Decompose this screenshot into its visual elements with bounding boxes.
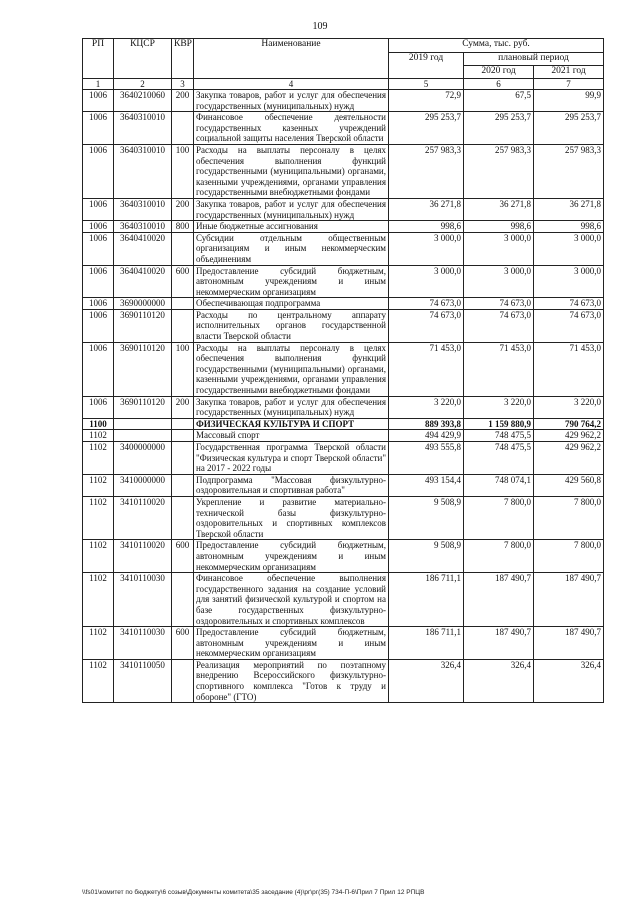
cell-kcsr: 3690110120 <box>114 396 172 418</box>
cell-2019: 493 154,4 <box>389 474 464 496</box>
cell-2021: 99,9 <box>534 90 604 112</box>
cell-2021: 3 000,0 <box>534 265 604 298</box>
cell-2019: 3 220,0 <box>389 396 464 418</box>
cell-name: Расходы на выплаты персоналу в целях обеспечения выполнения функций государственными (муниципальными) органами, казенными учреждениями, органами управления государственными внебюджетными фондами <box>194 144 389 198</box>
cell-2021: 71 453,0 <box>534 342 604 396</box>
cell-kcsr: 3640410020 <box>114 265 172 298</box>
cell-2020: 71 453,0 <box>464 342 534 396</box>
cell-rp: 1102 <box>83 496 114 539</box>
cell-2021: 326,4 <box>534 659 604 702</box>
cell-2019: 9 508,9 <box>389 496 464 539</box>
cell-kcsr: 3410110020 <box>114 540 172 573</box>
cell-kcsr: 3640410020 <box>114 232 172 265</box>
cell-kvr: 200 <box>172 198 194 220</box>
cell-2021: 790 764,2 <box>534 418 604 430</box>
cell-2019: 36 271,8 <box>389 198 464 220</box>
table-row <box>83 90 604 112</box>
cell-2021: 187 490,7 <box>534 627 604 660</box>
cell-rp: 1006 <box>83 232 114 265</box>
table-row <box>83 144 604 198</box>
cell-name: Предоставление субсидий бюджетным, автономным учреждениям и иным некоммерческим организациям <box>194 265 389 298</box>
cell-name: Государственная программа Тверской области "Физическая культура и спорт Тверской области" на 2017 - 2022 годы <box>194 442 389 475</box>
page-number: 109 <box>312 21 328 32</box>
cell-2019: 186 711,1 <box>389 627 464 660</box>
cell-kcsr: 3410110050 <box>114 659 172 702</box>
cell-rp: 1006 <box>83 198 114 220</box>
cell-rp: 1102 <box>83 573 114 627</box>
header-rp: РП <box>83 39 114 79</box>
cell-rp: 1006 <box>83 298 114 310</box>
cell-rp: 1102 <box>83 627 114 660</box>
cell-name: Расходы по центральному аппарату исполнительных органов государственной власти Тверской области <box>194 309 389 342</box>
cell-name: Укрепление и развитие материально-технической базы физкультурно-оздоровительных и спортивных комплексов Тверской области <box>194 496 389 539</box>
cell-kcsr: 3690000000 <box>114 298 172 310</box>
cell-kcsr: 3410110030 <box>114 627 172 660</box>
budget-table <box>82 38 604 703</box>
cell-2021: 257 983,3 <box>534 144 604 198</box>
cell-kvr <box>172 112 194 145</box>
cell-2020: 67,5 <box>464 90 534 112</box>
cell-rp: 1006 <box>83 265 114 298</box>
header-sum: Сумма, тыс. руб. <box>389 39 604 53</box>
cell-2021: 429 560,8 <box>534 474 604 496</box>
cell-rp: 1006 <box>83 342 114 396</box>
index-cell: 1 <box>83 79 114 90</box>
cell-rp: 1006 <box>83 144 114 198</box>
cell-rp: 1102 <box>83 540 114 573</box>
cell-2019: 72,9 <box>389 90 464 112</box>
cell-2019: 998,6 <box>389 221 464 233</box>
cell-rp: 1006 <box>83 309 114 342</box>
cell-2019: 257 983,3 <box>389 144 464 198</box>
cell-kvr <box>172 474 194 496</box>
column-index-row <box>83 79 604 90</box>
cell-kvr <box>172 573 194 627</box>
cell-name: Закупка товаров, работ и услуг для обеспечения государственных (муниципальных) нужд <box>194 198 389 220</box>
cell-rp: 1006 <box>83 112 114 145</box>
header-name: Наименование <box>194 39 389 79</box>
cell-2020: 3 000,0 <box>464 265 534 298</box>
table-row <box>83 496 604 539</box>
cell-rp: 1102 <box>83 474 114 496</box>
cell-kcsr: 3640310010 <box>114 221 172 233</box>
cell-2019: 3 000,0 <box>389 232 464 265</box>
cell-2020: 326,4 <box>464 659 534 702</box>
cell-kvr: 600 <box>172 265 194 298</box>
cell-2020: 36 271,8 <box>464 198 534 220</box>
table-row <box>83 342 604 396</box>
cell-2020: 74 673,0 <box>464 298 534 310</box>
cell-2021: 74 673,0 <box>534 309 604 342</box>
cell-2021: 36 271,8 <box>534 198 604 220</box>
cell-kcsr: 3410110030 <box>114 573 172 627</box>
cell-name: Иные бюджетные ассигнования <box>194 221 389 233</box>
table-row <box>83 232 604 265</box>
table-row <box>83 221 604 233</box>
index-cell: 4 <box>194 79 389 90</box>
cell-kcsr: 3690110120 <box>114 309 172 342</box>
cell-2020: 998,6 <box>464 221 534 233</box>
table-row <box>83 659 604 702</box>
cell-name: Финансовое обеспечение выполнения государственного задания на создание условий для занятий физической культурой и спортом на базе государственных физкультурно-оздоровительных и спортивных комплексов <box>194 573 389 627</box>
index-cell: 6 <box>464 79 534 90</box>
cell-kvr: 200 <box>172 396 194 418</box>
cell-name: Субсидии отдельным общественным организациям и иным некоммерческим объединениям <box>194 232 389 265</box>
cell-kcsr: 3400000000 <box>114 442 172 475</box>
cell-rp: 1102 <box>83 659 114 702</box>
cell-2019: 494 429,9 <box>389 430 464 442</box>
cell-name: Подпрограмма "Массовая физкультурно-оздоровительная и спортивная работа" <box>194 474 389 496</box>
cell-2020: 7 800,0 <box>464 496 534 539</box>
cell-2021: 7 800,0 <box>534 496 604 539</box>
cell-kvr: 200 <box>172 90 194 112</box>
cell-kvr <box>172 298 194 310</box>
cell-kvr <box>172 659 194 702</box>
cell-rp: 1102 <box>83 430 114 442</box>
cell-2021: 295 253,7 <box>534 112 604 145</box>
cell-kvr: 100 <box>172 144 194 198</box>
table-row <box>83 198 604 220</box>
cell-2020: 187 490,7 <box>464 627 534 660</box>
cell-name: Массовый спорт <box>194 430 389 442</box>
cell-name: Финансовое обеспечение деятельности государственных казенных учреждений социальной защиты населения Тверской области <box>194 112 389 145</box>
cell-name: Реализация мероприятий по поэтапному внедрению Всероссийского физкультурно-спортивного комплекса "Готов к труду и обороне" (ГТО) <box>194 659 389 702</box>
cell-kvr <box>172 232 194 265</box>
cell-kcsr: 3410000000 <box>114 474 172 496</box>
table-row <box>83 540 604 573</box>
cell-name: Обеспечивающая подпрограмма <box>194 298 389 310</box>
cell-2021: 74 673,0 <box>534 298 604 310</box>
cell-2019: 493 555,8 <box>389 442 464 475</box>
cell-2020: 74 673,0 <box>464 309 534 342</box>
cell-name: Предоставление субсидий бюджетным, автономным учреждениям и иным некоммерческим организациям <box>194 540 389 573</box>
table-row <box>83 265 604 298</box>
index-cell: 7 <box>534 79 604 90</box>
index-cell: 2 <box>114 79 172 90</box>
file-path-footer: \\fs01\комитет по бюджету\6 созыв\Документы комитета\35 заседание (4)\рг\рг(35) 734-П-6\Прил 7 Прил 12 РПЦВ <box>82 889 425 896</box>
table-row <box>83 112 604 145</box>
table-row <box>83 396 604 418</box>
cell-2019: 295 253,7 <box>389 112 464 145</box>
cell-kcsr: 3410110020 <box>114 496 172 539</box>
cell-name: Предоставление субсидий бюджетным, автономным учреждениям и иным некоммерческим организациям <box>194 627 389 660</box>
cell-2020: 1 159 880,9 <box>464 418 534 430</box>
table-header <box>83 39 604 90</box>
table-row <box>83 418 604 430</box>
cell-kvr: 600 <box>172 627 194 660</box>
cell-kvr <box>172 418 194 430</box>
cell-2020: 3 220,0 <box>464 396 534 418</box>
cell-rp: 1006 <box>83 396 114 418</box>
cell-name: ФИЗИЧЕСКАЯ КУЛЬТУРА И СПОРТ <box>194 418 389 430</box>
header-2021: 2021 год <box>534 66 604 79</box>
cell-2020: 187 490,7 <box>464 573 534 627</box>
table-row <box>83 298 604 310</box>
cell-2021: 998,6 <box>534 221 604 233</box>
cell-2021: 7 800,0 <box>534 540 604 573</box>
header-2020: 2020 год <box>464 66 534 79</box>
cell-kvr: 800 <box>172 221 194 233</box>
cell-2020: 748 475,5 <box>464 442 534 475</box>
table-row <box>83 627 604 660</box>
cell-2020: 7 800,0 <box>464 540 534 573</box>
cell-2020: 295 253,7 <box>464 112 534 145</box>
table-row <box>83 474 604 496</box>
header-kcsr: КЦСР <box>114 39 172 79</box>
cell-2019: 3 000,0 <box>389 265 464 298</box>
cell-name: Расходы на выплаты персоналу в целях обеспечения выполнения функций государственными (муниципальными) органами, казенными учреждениями, органами управления государственными внебюджетными фондами <box>194 342 389 396</box>
cell-2019: 889 393,8 <box>389 418 464 430</box>
cell-kcsr <box>114 430 172 442</box>
cell-kcsr: 3640310010 <box>114 112 172 145</box>
cell-name: Закупка товаров, работ и услуг для обеспечения государственных (муниципальных) нужд <box>194 396 389 418</box>
cell-2021: 187 490,7 <box>534 573 604 627</box>
cell-2021: 429 962,2 <box>534 430 604 442</box>
cell-kvr <box>172 430 194 442</box>
table-row <box>83 430 604 442</box>
header-kvr: КВР <box>172 39 194 79</box>
cell-kvr <box>172 496 194 539</box>
cell-2021: 3 220,0 <box>534 396 604 418</box>
table-row <box>83 442 604 475</box>
cell-2020: 3 000,0 <box>464 232 534 265</box>
cell-2019: 186 711,1 <box>389 573 464 627</box>
cell-2020: 257 983,3 <box>464 144 534 198</box>
cell-kcsr: 3640310010 <box>114 198 172 220</box>
cell-kcsr <box>114 418 172 430</box>
cell-2019: 71 453,0 <box>389 342 464 396</box>
cell-kvr: 100 <box>172 342 194 396</box>
cell-kvr <box>172 442 194 475</box>
index-cell: 3 <box>172 79 194 90</box>
cell-rp: 1100 <box>83 418 114 430</box>
table-row <box>83 309 604 342</box>
index-cell: 5 <box>389 79 464 90</box>
header-2019: 2019 год <box>389 53 464 79</box>
cell-rp: 1006 <box>83 90 114 112</box>
cell-kvr <box>172 309 194 342</box>
cell-name: Закупка товаров, работ и услуг для обеспечения государственных (муниципальных) нужд <box>194 90 389 112</box>
cell-2019: 74 673,0 <box>389 309 464 342</box>
cell-2021: 3 000,0 <box>534 232 604 265</box>
cell-rp: 1102 <box>83 442 114 475</box>
table-row <box>83 573 604 627</box>
cell-2020: 748 475,5 <box>464 430 534 442</box>
cell-rp: 1006 <box>83 221 114 233</box>
table-body <box>83 90 604 703</box>
cell-kcsr: 3640310010 <box>114 144 172 198</box>
cell-kvr: 600 <box>172 540 194 573</box>
cell-2019: 74 673,0 <box>389 298 464 310</box>
cell-kcsr: 3690110120 <box>114 342 172 396</box>
cell-2019: 326,4 <box>389 659 464 702</box>
cell-2019: 9 508,9 <box>389 540 464 573</box>
header-planned: плановый период <box>464 53 604 66</box>
cell-kcsr: 3640210060 <box>114 90 172 112</box>
cell-2020: 748 074,1 <box>464 474 534 496</box>
cell-2021: 429 962,2 <box>534 442 604 475</box>
